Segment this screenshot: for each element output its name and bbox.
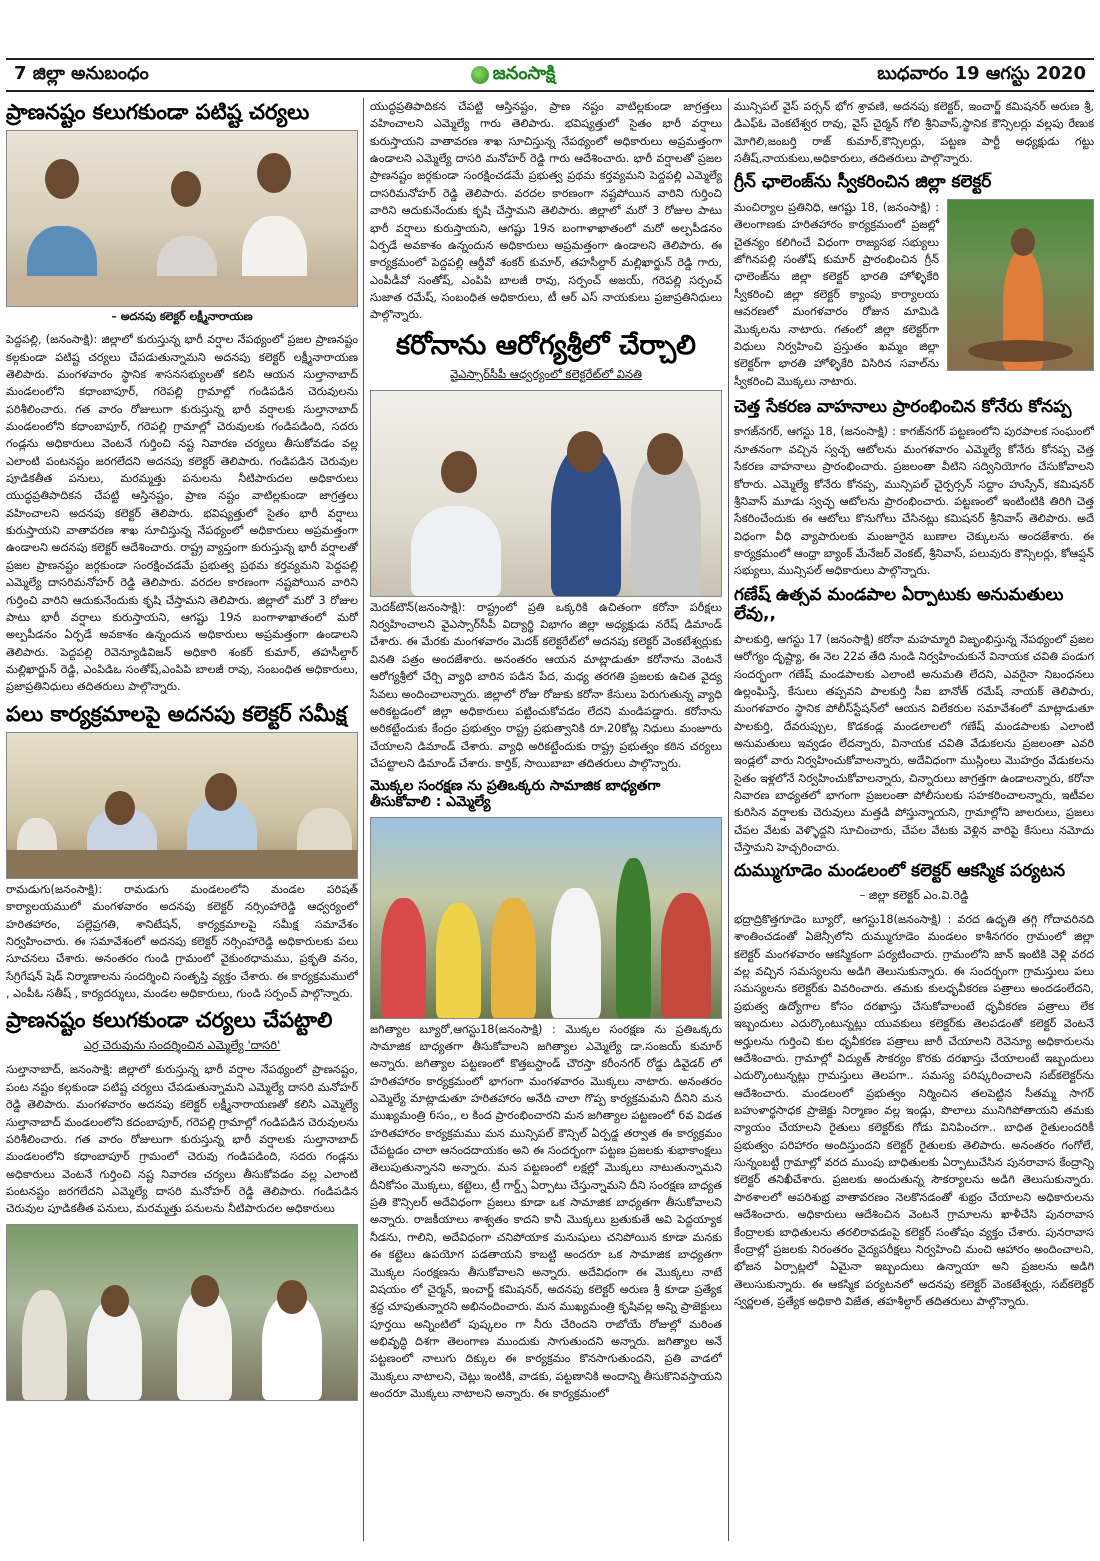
article-body-continued: మున్సిపల్ వైస్ పర్సన్ భోగ శ్రావణి, అదనపు కలెక్టర్, ఇంచార్జ్ కమిషనర్ అరుణ శ్రీ, డిఎఫ్ఓ వెంకటేశ్వర రావు, వైస్ చైర్మన్ గోలి శ్రీనివాస్,స్థానిక కౌన్సిలర్లు వల్లపు రేణుక మోగిలి,జంబర్తి రాజ్ కుమార్,కౌన్సిలర్లు, పట్టణ పార్టీ అధ్యక్షుడు గట్టు సతీష్,నాయకులు,అధికారులు, తదితరులు పాల్గొన్నారు.	[734, 100, 1094, 166]
logo-text: జనంసాక్షి	[492, 62, 556, 84]
headline-corona-aarogyasri: కరోనాను ఆరోగ్యశ్రీలో చేర్చాలి	[396, 329, 696, 361]
issue-date: బుధవారం 19 ఆగస్టు 2020	[877, 62, 1086, 84]
article-body-continued: యుద్ధప్రతిపాదికన చేపట్టి ఆస్తినష్టం, ప్రాణ నష్టం వాటిల్లకుండా జాగ్రత్తలు వహించాలని ఎమ్మెల్యే గారు తెలిపారు. భవిష్యత్తులో సైతం భారీ వర్షాలు కురుస్తాయని వాతావరణ శాఖ సూచిస్తున్న నేపథ్యంలో అధికారులు అప్రమత్తంగా ఉండాలని ఎమ్మెల్యే దాసరి మనోహర్ రెడ్డి గారు ఆదేశించారు. భారీ వర్షాలతో ప్రజల ప్రాణనష్టం జర్గకుండా సంరక్షించడమే ప్రభుత్వ ప్రథమ కర్తవ్యమని పెద్దపల్లి ఎమ్మెల్యే దాసరిమనోహర్ రెడ్డి తెలిపారు. వరదల కారణంగా నష్టపోయిన వారిని గుర్తించి వారిని ఆదుకునేందుకు కృషి చేస్తామని తెలిపారు. జిల్లాలో మరో 3 రోజుల పాటు భారీ వర్షాలు కురుస్తాయని, ఆగష్టు 19న బంగాళాఖాతంలో మరో అల్పపీడనం ఏర్పడే అవకాశం ఉన్నందున అధికారులు అప్రమత్తంగా ఉండాలని తెలిపారు. ఈ కార్యక్రమంలో పెద్దపల్లి ఆర్డీవో శంకర్ కుమార్, తహసీల్దార్ మల్లిఖార్జున్ రెడ్డి గారు, ఎంపీడీవో సంతోష్, ఎంపిపి బాలజీ రావు, సర్పంచ్ అజయ్, గరెపల్లి సర్పంచ్ సుజాత రమేష్, సంబంధిత అధికారులు, టీ ఆర్ ఎస్ నాయకులు ప్రజాప్రతినిధులు పాల్గొన్నారు.	[370, 100, 722, 322]
article-body: కాగజ్‌నగర్, ఆగస్టు 18, (జనంసాక్షి) : కాగజ్‌నగర్ పట్టణంలోని పురపాలక సంఘంలో నూతనంగా వచ్చిన స్వచ్ఛ ఆటోలను మంగళవారం ఎమ్మెల్యే కోనేరు కోనప్ప చెత్త సేకరణ వాహనాలు ప్రారంభించారు. ప్రజలంతా వీటిని సద్వినియోగం చేసుకోవాలని కోరారు. ఎమ్మెల్యే కోనేరు కోనప్ప, మున్సిపల్ చైర్పర్సన్ సద్దాం హుస్సేన్, కమిషనర్ శ్రీనివాస్ మూడు స్వచ్ఛ ఆటోలను ప్రారంభించారు. పట్టణంలో ఇంటింటికి తిరిగి చెత్త సేకరించేందుకు ఈ ఆటోలు కొనుగోలు చేసినట్లు కమిషనర్ శ్రీనివాస్ తెలిపారు. అదే విధంగా వీధి వ్యాపారులకు మంజూరైన బుణాల చెక్కులను అందజేశారు. ఈ కార్యక్రమంలో ఆంధ్రా బ్యాంక్ మేనేజర్ వెంకట్, శ్రీనివాస్, పలువురు కౌన్సిలర్లు, కోఆప్షన్ సభ్యులు, మున్సిపల్ అధికారులు పాల్గొన్నారు.	[734, 425, 1094, 578]
sub-headline: ఎర్ర చెరువును సందర్శించిన ఎమ్మెల్యే 'దాసరి'	[83, 1038, 281, 1053]
headline-1: ప్రాణనష్టం కలుగకుండా పటిష్ట చర్యలు	[6, 100, 310, 124]
headline-plant-protection: మొక్కల సంరక్షణ ను ప్రతిఒక్కరు సామాజిక బాధ్యతగా తీసుకోవాలి : ఎమ్మెల్యే	[370, 778, 661, 811]
newspaper-logo	[471, 63, 556, 88]
column-1	[6, 98, 358, 1561]
column-divider	[728, 98, 729, 1541]
article-body: జగిత్యాల బ్యూరో,ఆగస్టు18(జనంసాక్షి) : మొక్కల సంరక్షణ ను ప్రతిఒక్కరు సామాజిక బాధ్యతగా తీసుకోవాలని జగిత్యాల ఎమ్మెల్యే డా.సంజయ్ కుమార్ అన్నారు. జగిత్యాల పట్టణంలో కొత్తబస్టాండ్ చౌరస్తా కరీంనగర్ రోడ్డు డివైడర్ లో హరితహారం కార్యక్రమంలో భాగంగా మంగళవారం మొక్కలు నాటారు. అనంతరం ఎమ్మెల్యే మాట్లాడుతూ హరితహారం అనేది చాలా గొప్ప కార్యక్రమమని దీనిని మన ముఖ్యమంత్రి 6సం,, ల కింద ప్రారంభించారని మన జగిత్యాల పట్టణంలో 6వ విడత హరితహారం కార్యక్రమము మన మున్సిపల్ కౌన్సిల్ ఏర్పడ్డ తర్వాత ఈ కార్యక్రమం చేపట్టడం చాలా ఆనందదాయకం అని ఈ సందర్భంగా పట్టణ ప్రజలకు శుభాకాంక్షలు తెలుపుతున్నానని అన్నారు. మన పట్టణంలో లక్షల్లో మొక్కలు నాటుతున్నామని దీనికోసం మొక్కలు, కట్టెలు, ట్రీ గార్డ్స్ ఏర్పాటు చేస్తున్నామని దీని సంరక్షణ బాధ్యత ప్రతి కౌన్సిలర్ అదేవిధంగా ప్రజలు కూడా ఒక సామాజిక బాధ్యతగా తీసుకోవాలని అన్నారు. రాజకీయాలు శాశ్వతం కాదని కానీ మొక్కలు బ్రతుకుతే అవి పెద్దయ్యాక నీడను, గాలిని, అదేవిధంగా చనిపోయాక మనుషులు చనిపోయిన కూడా మనకు ఈ కట్టెలు ఉపయోగ పడతాయని కాబట్టి అందరూ ఒక సామాజిక బాధ్యతగా మొక్కల సంరక్షణను తీసుకోవాలని అన్నారు. అదేవిధంగా ఈ మొక్కలు నాటే విషయం లో చైర్మన్, ఇంచార్జ్ కమిషనర్, అదనపు కలెక్టర్ అరుణ శ్రీ కూడా ప్రత్యేక శ్రద్ధ చూపుతున్నారని అభినందించారు. మన ముఖ్యమంత్రి కృషివల్ల అన్ని ప్రాజెక్టులు పూర్తయి అన్నింటిలో పుష్కలం గా నీరు చేరిందని రాబోయే రోజుల్లో మరింత అభివృద్ధి దిశగా తెలంగాణ ముందుకు సాగుతుందని అన్నారు. జగిత్యాల అనే పట్టణంలో నాలుగు దిక్కుల ఈ కార్యక్రమం కొనసాగుతుందని, ప్రతి వాడలో మొక్కలు నాటాలని, చెట్లు ఇంటికి, వాడకు, పట్టణానికి అందాన్ని తీసుకొనివస్తాయని అందరూ మొక్కలు నాటాలని అన్నారు. ఈ కార్యక్రమంలో	[370, 1022, 722, 1401]
photo-petition	[370, 390, 722, 597]
article-body: పెద్దపల్లి, (జనంసాక్షి): జిల్లాలో కురుస్తున్న భారీ వర్షాల నేపథ్యంలో ప్రజల ప్రాణనష్టం కల్గకుండా పటిష్ట చర్యలు చేపడుతున్నామని అదనపు కలెక్టర్ లక్ష్మీనారాయణ తెలిపారు. మంగళవారం స్థానిక శాసనసభ్యులతో కలిసి ఆయన సుల్తానాబాద్ మండలంలోని కధాంబాపూర్, గరెపల్లి గ్రామాల్లో గండిపడిన చెరువులను పరిశీలించారు. గత వారం రోజులుగా కురుస్తున్న భారీ వర్షాలకు సుల్తానాబాద్ మండలంలోని కధాంబాపూర్, గరెపల్లి గ్రామాల్లో చెరువులకు గండిపడింది, సదరు గండ్లను అధికారులు వెంటనే గుర్తించి నష్ట నివారణ చర్యలు తీసుకోవడం వల్ల ఎలాంటి పంటనష్టం జరగలేదని అదనపు కలెక్టర్ తెలిపారు. గండిపడిన చెరువుల పూడికతీత పనులు, మరమ్మత్తు పనులను నీటిపారుదల అధికారులు యుద్ధప్రతిపాదికన చేపట్టి ఆస్తినష్టం, ప్రాణ నష్టం వాటిల్లకుండా జాగ్రత్తలు వహించాలని అదనపు కలెక్టర్ తెలిపారు. భవిష్యత్తులో సైతం భారీ వర్షాలు కురుస్తాయని వాతావరణ శాఖ సూచిస్తున్న నేపథ్యంలో అధికారులు అప్రమత్తంగా ఉండాలని అదనపు కలెక్టర్ ఆదేశించారు. రాష్ట్ర వ్యాప్తంగా కురుస్తున్న భారీ వర్షాలతో ప్రజల ప్రాణనష్టం జర్గకుండా సంరక్షించడమే ప్రభుత్వ ప్రథమ కర్తవ్యమని పెద్దపల్లి ఎమ్మెల్యే దాసరిమనోహర్ రెడ్డి తెలిపారు. వరదల కారణంగా నష్టపోయిన వారిని గుర్తించి వారిని ఆదుకునేందుకు కృషి చేస్తామని తెలిపారు. జిల్లాలో మరో 3 రోజుల పాటు భారీ వర్షాలు కురుస్తాయని, ఆగష్టు 19న బంగాళాఖాతంలో మరో అల్పపీడనం ఏర్పడే అవకాశం ఉన్నందున అధికారులు అప్రమత్తంగా ఉండాలని తెలిపారు. పెద్దపల్లి రెవెన్యూడివిజన్ అధికారి శంకర్ కుమార్, తహసీల్దార్ మల్లిఖార్జున్ రెడ్డి, ఎంపిడిఒ సంతోష్,ఎంపిపి బాలజీ రావు, సంబంధిత అధికారులు, ప్రజాప్రతినిధులు తదితరులు పాల్గొన్నారు.	[6, 333, 358, 694]
article-body: సుల్తానాబాద్, జనంసాక్షి: జిల్లాలో కురుస్తున్న భారీ వర్షాల నేపథ్యంలో ప్రాణనష్టం, పంట నష్టం కల్గకుండా పటిష్ట చర్యలు చేపడుతున్నామని ఎమ్మెల్యే దాసరి మనోహర్ రెడ్డి తెలిపారు. మంగళవారం అదనపు కలెక్టర్ లక్ష్మీనారాయణతో కలిసి ఎమ్మెల్యే సుల్తానాబాద్ మండలంలోని కదంబాపూర్, గరెపల్లి గ్రామాల్లో గండిపడిన చెరువులను పరిశీలించారు. గత వారం రోజులుగా కురుస్తున్న భారీ వర్షాలకు సుల్తానాబాద్ మండలంలోని కధాంబాపూర్ గ్రామంలో చెరువు గండిపడింది, సదరు గండ్లను అధికారులు వెంటనే గుర్తించి నష్ట నివారణ చర్యలు తీసుకోవడం వల్ల ఎలాంటి పంటనష్టం జరగలేదని ఎమ్మెల్యే దాసరి మనోహర్ రెడ్డి తెలిపారు. గండిపడిన చెరువుల పూడికతీత పనులు, మరమ్మత్తు పనులను నీటిపారుదల అధికారులు	[6, 1063, 358, 1216]
photo-review-meeting	[6, 732, 358, 879]
article-body: రామడుగు(జనంసాక్షి): రామడుగు మండలంలోని మండల పరిషత్ కార్యాలయములో మంగళవారం అదనపు కలెక్టర్ నర్సింహారెడ్డి ఆధ్వర్యంలో హరితహారం, పల్లెప్రగతి, శానిటేషన్, కార్యక్రమాలపై సమీక్ష సమావేశం నిర్వహించారు. ఈ సమావేశంలో అదనపు కలెక్టర్ నర్సింహారెడ్డి అధికారులకు పలు సూచనలు చేశారు. అనంతరం గుండి గ్రామంలో వైకుంఠధామము, ప్రకృతి వనం, సేగ్రిగేషన్ షెడ్ నిర్మాణాలను సందర్శించి సంతృప్తి వ్యక్తం చేశారు. ఈ కార్యక్రమములో , ఎంపీఓ సతీష్ , కార్యదర్శులు, మండల అధికారులు, గుండి సర్పంచ్ పాల్గొన్నారు.	[6, 882, 358, 1000]
headline-2: పలు కార్యక్రమాలపై అదనపు కలెక్టర్ సమీక్ష	[6, 701, 347, 726]
headline-green-challenge: గ్రీన్ ఛాలెంజ్‌ను స్వీకరించిన జిల్లా కలెక్టర్	[734, 172, 992, 193]
headline-3: ప్రాణనష్టం కలుగకుండా చర్యలు చేపట్టాలి	[6, 1008, 333, 1033]
photo-officials-meeting	[6, 130, 358, 307]
masthead	[6, 58, 1094, 92]
article-body: భద్రాద్రికొత్తగూడెం బ్యూరో, ఆగస్టు18(జనంసాక్షి) : వరద ఉధృతి తగ్గి గోదావరినది శాంతించడంతో ఏజెన్సీలోని దుమ్ముగూడెం మండలం కాశీనగరం గ్రామంలో జిల్లా కలెక్టర్ మంగళవారం ఆకస్మికంగా పర్యటించారు. గ్రామంలోని జాన్ ఇంటికి వెళ్లి వరద వల్ల వచ్చిన సమస్యలను అడిగి తెలుసుకున్నారు. ఈ సందర్భంగా గ్రామస్తులు పలు సమస్యలను కలెక్టర్‌కు వివరించారు. తమకు కులధృవీకరణ పత్రాలు అందడంలేదని, ప్రభుత్వ ఉద్యోగాల కోసం దరఖాస్తు చేసుకోవాలంటే ధృవీకరణ పత్రాలు లేక ఇబ్బందులు ఎదుర్కొంటున్నట్లు యువకులు కలెక్టర్‌కు తెలపడంతో కలెక్టర్ వెంటనే అర్హులను గుర్తించి కుల ధృవీకరణ పత్రాలు జారీ చేయాలని రెవెన్యూ అధికారులను ఆదేశించారు. గ్రామాల్లో విద్యుత్ సౌకర్యం కొరకు దరఖాస్తు చేయాలంటే ఇబ్బందులు ఎదుర్కొంటున్నట్లు గ్రామస్తులు తెలపగా.. సమస్య పరిష్కరించాలని సబ్‌కలెక్టర్‌ను ఆదేశించారు. మండలంలో ప్రభుత్వం నిర్మించిన తలపెట్టిన సీతమ్మ సాగర్ బహుళార్థసాధక ప్రాజెక్టు నిర్మాణం వల్ల ఇండ్లు, పొలాలు మునిగిపోతాయని తమకు న్యాయం చేయాలని రైతులు కలెక్టర్‌కు గోడు వినిపించగా.. బాధిత రైతులందరికీ ప్రభుత్వం పరిహారం అందిస్తుందని కలెక్టర్ రైతులకు తెలిపారు. అనంతరం గంగోలే, సున్నంబట్టీ గ్రామాల్లో వరద ముంపు బాధితులకు ఏర్పాటుచేసిన పునరావాస కేంద్రాన్ని కలెక్టర్ తనిఖీచేశారు. ప్రజలకు అందుతున్న సౌకర్యాలను అడిగి తెలుసుకున్నారు. పాఠశాలలో అపరిశుభ్ర వాతావరణం నెలకొనడంతో శుభ్రం చేయాలని అధికారులను ఆదేశించారు. అధికారులు ఆదేశించిన వెంటనే గ్రామాలను ఖాళీచేసి పునరావాస కేంద్రాలకు బాధితులను తరలిరావడంపై కలెక్టర్ సంతోషం వ్యక్తం చేశారు. పునరావాస కేంద్రాల్లో ప్రజలకు నిరంతరం వైద్యపరీక్షలు నిర్వహించి మంచి ఆహారం అందించాలని, భోజన ఏర్పాట్లలో ఏమైనా ఇబ్బందులు ఉన్నాయా అని ప్రజలను అడిగి తెలుసుకున్నారు. ఈ ఆకస్మిక పర్యటనలో అదనపు కలెక్టర్ వెంకటేశ్వర్లు, సబ్‌కలెక్టర్ స్వర్ణలత, ప్రత్యేక అధికారి విజేత, తహశీల్దార్ తదితరులు పాల్గొన్నారు.	[734, 913, 1094, 1308]
logo-leaf-icon	[471, 66, 489, 84]
column-3	[734, 98, 1094, 1561]
column-2	[370, 98, 722, 1561]
photo-tree-planting	[370, 817, 722, 1019]
article-body: మంచిర్యాల ప్రతినిధి, ఆగష్టు 18, (జనంసాక్షి) : తెలంగాణకు హరితహారం కార్యక్రమంలో ప్రజల్లో చైతన్యం కలిగించే విధంగా రాజ్యసభ సభ్యులు జోగినపల్లి సంతోష్ కుమార్ ప్రారంభించిన గ్రీన్ ఛాలెంజ్‌ను జిల్లా కలెక్టర్ భారతి హోళ్ళికేరి స్వీకరించి జిల్లా కలెక్టర్ క్యాంపు కార్యాలయ ఆవరణలో మంగళవారం రోజున మామిడి మొక్కలను నాటారు. గతంలో జిల్లా కలెక్టర్‌గా విధులు నిర్వహించి ప్రస్తుతం ఖమ్మం జిల్లా కలెక్టర్‌గా భారతి హోళ్ళికేరి విసిరిన సవాల్‌ను స్వీకరించి మొక్కలు నాటారు.	[734, 200, 939, 388]
article-body: మెదక్‌టౌన్(జనంసాక్షి): రాష్ట్రంలో ప్రతి ఒక్కరికి ఉచితంగా కరోనా పరీక్షలు నిర్వహించాలని వైఎస్సార్‌సీపీ విద్యార్థి విభాగం జిల్లా అధ్యక్షుడు నరేష్ డిమాండ్ చేశారు. ఈ మేరకు మంగళవారం మెదక్ కలెక్టరేట్‌లో అదనపు కలెక్టర్ వెంకటేశ్వర్లుకు వినతి పత్రం అందజేశారు. అనంతరం ఆయన మాట్లాడుతూ కరోనాను వెంటనే ఆరోగ్యశ్రీలో చేర్చి వ్యాధి బారిన పడిన పేద, మధ్య తరగతి ప్రజలకు ఉచిత వైద్య సేవలు అందించాలన్నారు. జిల్లాలో రోజు రోజుకు కరోనా కేసులు పెరుగుతున్న వ్యాధి అరికట్టడంలో జిల్లా అధికారులు పట్టించుకోవడం లేదని మండిపడ్డారు. కరోనాను అరికట్టేందుకు కేంద్రం ప్రభుత్వం రాష్ట్ర ప్రభుత్వానికి రూ.20కోట్ల నిధులు మంజూరు చేయాలని డిమాండ్ చేశారు. వ్యాధి అరికట్టేందుకు రాష్ట్ర ప్రభుత్వం కఠిన చర్యలు చేపట్టాలని డిమాండ్ చేశారు. కార్తిక్, సాయిబాబా తదితరులు పాల్గొన్నారు.	[370, 600, 722, 770]
page-section-label: 7 జిల్లా అనుబంధం	[14, 62, 149, 84]
photo-collector-planting	[947, 199, 1094, 371]
headline-garbage-vehicles: చెత్త సేకరణ వాహనాలు ప్రారంభించిన కోనేరు కోనప్ప	[734, 396, 1072, 417]
sub-headline: వైఎస్సార్‌సీపీ ఆధ్వర్యంలో కలెక్టరేట్‌లో వినతి	[449, 366, 643, 381]
sub-headline: – జిల్లా కలెక్టర్ ఎం.వి.రెడ్డి	[859, 888, 969, 903]
headline-ganesh-mandapam: గణేష్ ఉత్సవ మండపాల ఏర్పాటుకు అనుమతులు లేవు,,	[734, 584, 1064, 625]
headline-collector-visit: దుమ్ముగూడెం మండలంలో కలెక్టర్ ఆకస్మిక పర్యటన	[734, 861, 1066, 882]
column-divider	[363, 98, 364, 1541]
photo-tank-inspection	[6, 1224, 358, 1401]
article-body: పాలకుర్తి, ఆగస్టు 17 (జనంసాక్షి) కరోనా మహమ్మారి విజృంభిస్తున్న నేపథ్యంలో ప్రజల ఆరోగ్యం దృష్ట్యా, ఈ నెల 22వ తేది నుండి నిర్వహించుకునే వినాయక చవితి పండుగ సందర్భంగా గణేష్ మండపాలకు ఎలాంటి అనుమతి లేదని, ఎవరైనా నిబంధనలు ఉల్లంఘిస్తే, కేసులు తప్పవని పాలకుర్తి సీఐ బానోత్ రమేష్ నాయక్ తెలిపారు, మంగళవారం స్థానిక పోలీస్‌స్టేషన్‌లో ఆయన విలేకరుల సమావేశంలో మాట్లాడుతూ పాలకుర్తి, దేవరుప్పుల, కొడకండ్ల మండలాలలో గణేష్ మండపాలకు ఎలాంటి అనుమతులు ఇవ్వడం లేదన్నారు, వినాయక చవితి వేడుకలను ప్రజలంతా ఎవరి ఇండ్లలో వారు నిర్వహించుకోవాలన్నారు, అదేవిధంగా ముస్లింలు మొహర్రం వేడుకలను సైతం ఇళ్లలోనే నిర్వహించుకోవాలన్నారు, చిన్నారులు జాగ్రత్తగా ఉండాలన్నారు, కరోనా నివారణ బాధ్యతలో భాగంగా ప్రజలంతా పోలీసులకు సహకరించాలన్నారు, ఇటీవల కురిసిన వర్షాలకు చెరువులు మత్తడి పోస్తున్నాయని, గ్రామాల్లోని జాలరులు, ప్రజలు చేపల వేటకు వెళ్ళొద్దని సూచించారు, చేపల వేటకు వెళ్లిన వారిపై కేసులు నమోదు చేస్తామని హెచ్చరించారు.	[734, 632, 1094, 855]
photo-caption: – అదనపు కలెక్టర్ లక్ష్మీనారాయణ	[111, 310, 253, 324]
